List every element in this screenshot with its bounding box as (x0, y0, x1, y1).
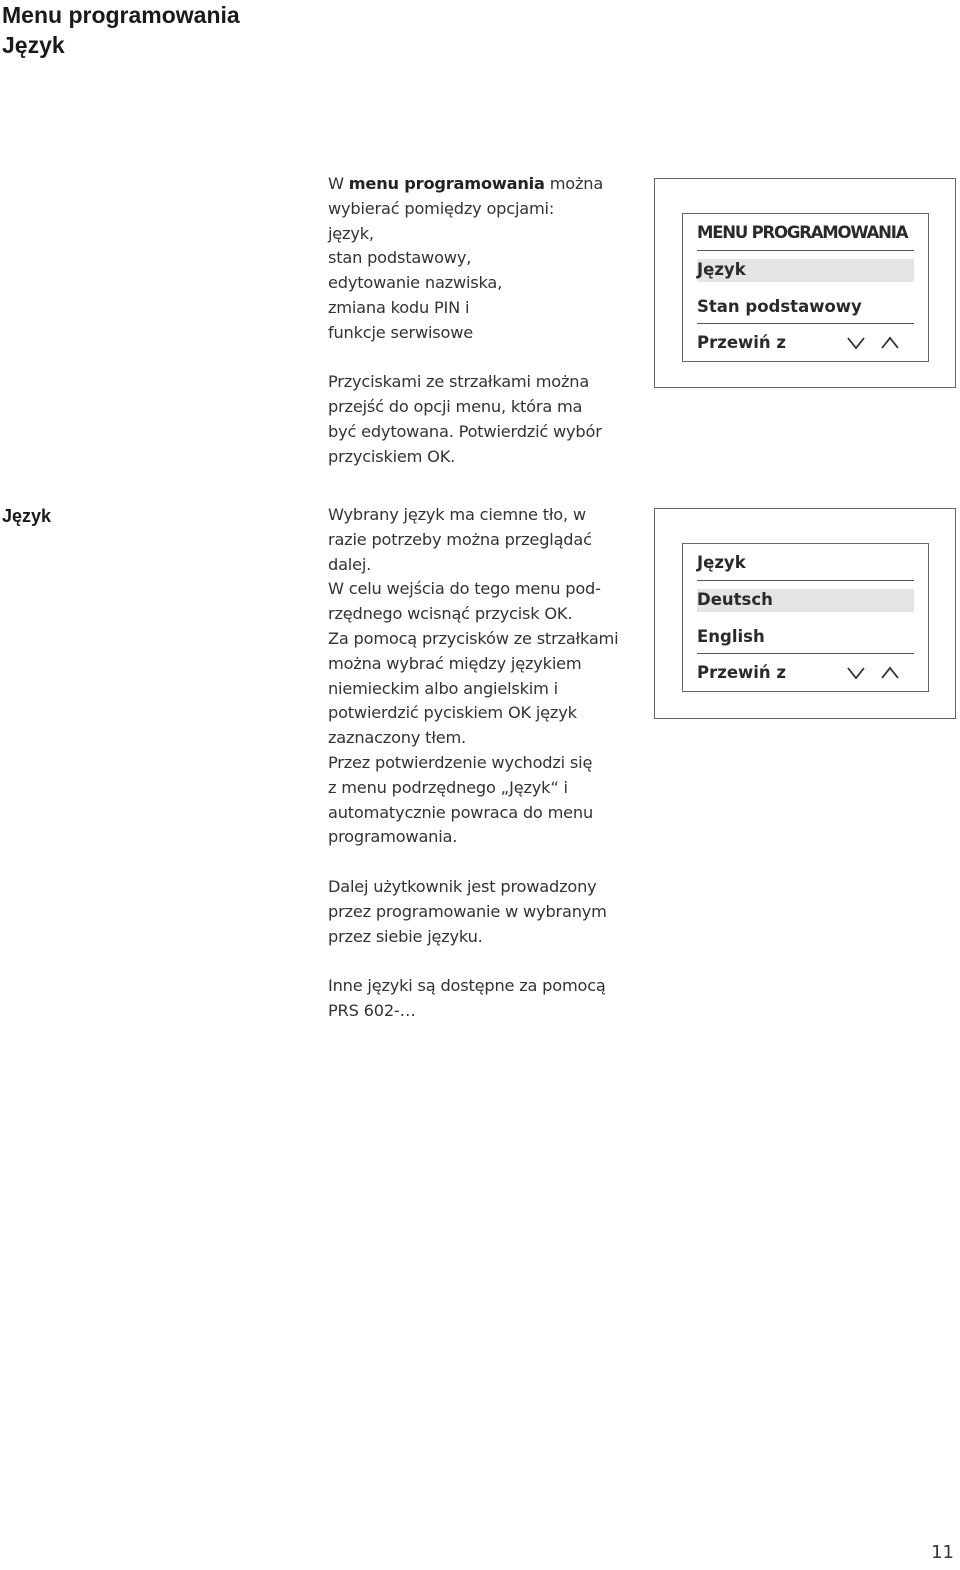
menu-item-english[interactable] (697, 618, 914, 655)
paragraph-gap (328, 346, 638, 371)
language-line: rzędnego wcisnąć przycisk OK. (328, 604, 573, 624)
scroll-label: Przewiń z (697, 333, 787, 352)
chevron-up-icon[interactable] (880, 335, 900, 351)
scroll-arrows (846, 335, 900, 351)
nav-line: przyciskiem OK. (328, 446, 456, 466)
page-number: 11 (931, 1542, 954, 1563)
language-line: razie potrzeby można przeglądać (328, 529, 592, 549)
chevron-up-icon[interactable] (880, 665, 900, 681)
language-line: niemieckim albo angielskim i (328, 678, 558, 698)
paragraph-gap (328, 850, 638, 875)
other-langs-line: PRS 602-… (328, 1000, 416, 1020)
scroll-arrows (846, 665, 900, 681)
scroll-row (697, 654, 914, 691)
language-line: W celu wejścia do tego menu pod- (328, 579, 601, 599)
menu-item-label: English (697, 626, 765, 646)
section-label-jezyk: Język (2, 506, 52, 526)
page-title-line1: Menu programowania (2, 2, 240, 28)
page-title-line2: Język (2, 32, 65, 58)
intro-first-line (328, 172, 638, 197)
intro-line: język, (328, 223, 374, 243)
language-line: Za pomocą przycisków ze strzałkami (328, 628, 619, 648)
intro-bold-term: menu programowania (348, 174, 545, 193)
menu-item-label: Język (697, 259, 746, 279)
guided-line: Dalej użytkownik jest prowadzony (328, 876, 597, 896)
nav-line: przejść do opcji menu, która ma (328, 397, 583, 417)
menu-item-jezyk[interactable] (697, 251, 914, 288)
menu-item-label: Deutsch (697, 589, 773, 609)
menu-item-stan-podstawowy[interactable] (697, 288, 914, 325)
language-line: z menu podrzędnego „Język“ i (328, 777, 568, 797)
language-line: programowania. (328, 827, 458, 847)
guided-line: przez programowanie w wybranym (328, 901, 607, 921)
menu-item-deutsch[interactable] (697, 581, 914, 618)
language-line: zaznaczony tłem. (328, 728, 466, 748)
intro-line: wybierać pomiędzy opcjami: (328, 198, 555, 218)
display-heading-row (697, 544, 914, 581)
guided-line: przez siebie języku. (328, 926, 483, 946)
display-heading: Język (697, 553, 746, 572)
language-line: potwierdzić pyciskiem OK język (328, 703, 577, 723)
chevron-down-icon[interactable] (846, 665, 866, 681)
scroll-row (697, 324, 914, 361)
display-heading: MENU PROGRAMOWANIA (697, 223, 908, 242)
chevron-down-icon[interactable] (846, 335, 866, 351)
display-heading-row (697, 214, 914, 251)
language-line: dalej. (328, 554, 372, 574)
intro-line: edytowanie nazwiska, (328, 273, 503, 293)
intro-line: funkcje serwisowe (328, 322, 474, 342)
display-screen (682, 213, 929, 362)
nav-line: być edytowana. Potwierdzić wybór (328, 421, 602, 441)
language-paragraph (328, 503, 638, 1024)
intro-prefix: W (328, 174, 349, 193)
language-line: można wybrać między językiem (328, 653, 582, 673)
page-title (2, 0, 240, 60)
language-line: Przez potwierdzenie wychodzi się (328, 752, 593, 772)
paragraph-gap (328, 949, 638, 974)
intro-paragraph (328, 172, 638, 470)
menu-item-label: Stan podstawowy (697, 296, 862, 316)
language-line: automatycznie powraca do menu (328, 802, 594, 822)
display-screen (682, 543, 929, 692)
other-langs-line: Inne języki są dostępne za pomocą (328, 976, 606, 996)
display-panel-language-menu (654, 508, 956, 719)
intro-suffix: można (544, 174, 604, 193)
language-line: Wybrany język ma ciemne tło, w (328, 505, 586, 524)
nav-line: Przyciskami ze strzałkami można (328, 372, 590, 392)
display-panel-programming-menu (654, 178, 956, 388)
intro-line: stan podstawowy, (328, 248, 472, 268)
scroll-label: Przewiń z (697, 663, 787, 682)
intro-line: zmiana kodu PIN i (328, 297, 470, 317)
